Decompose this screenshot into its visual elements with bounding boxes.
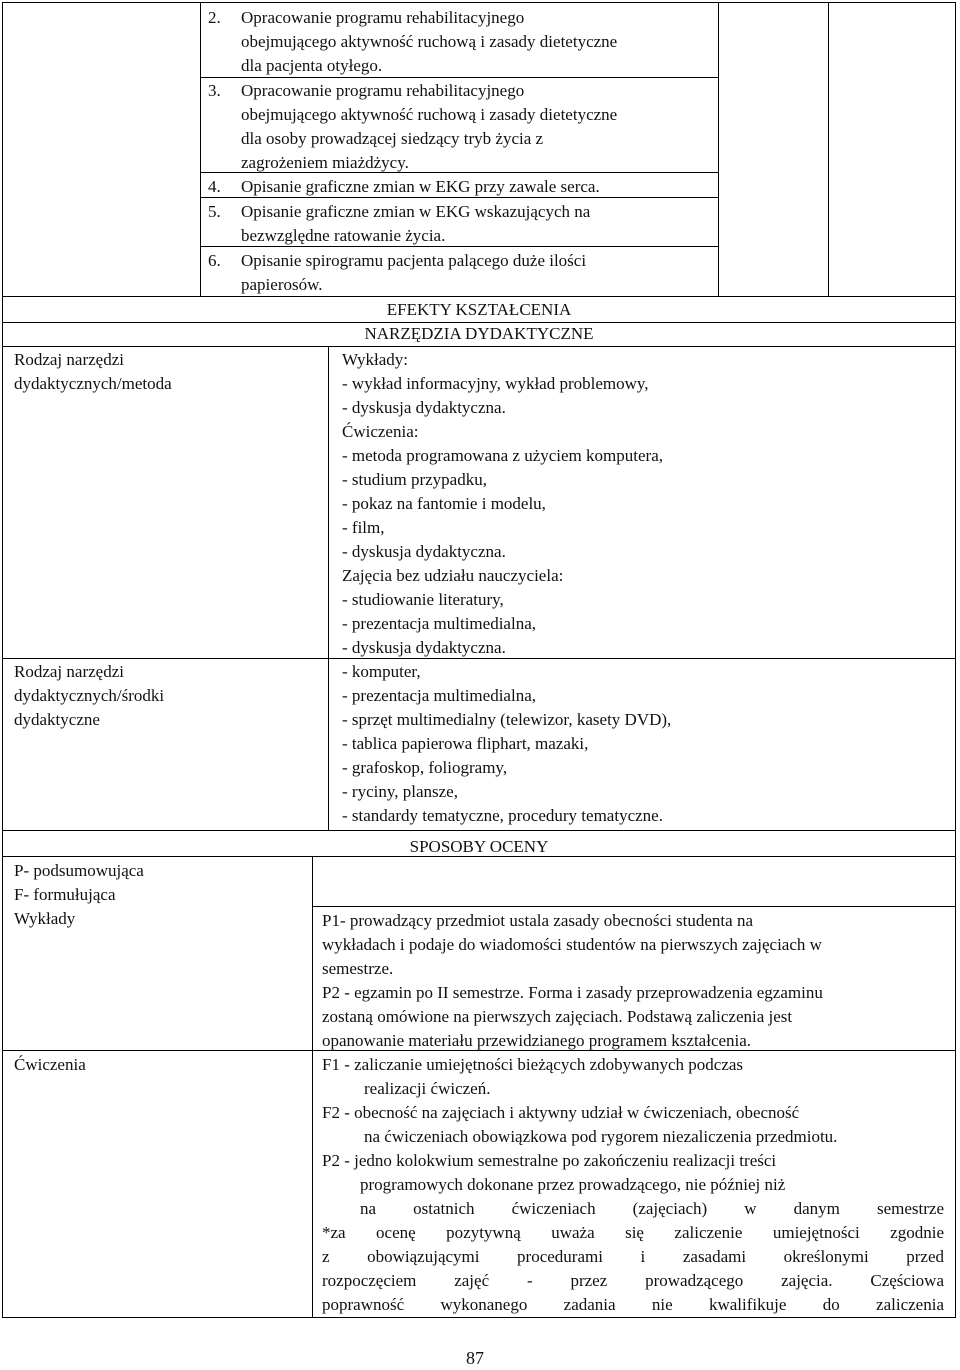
label-metoda: Rodzaj narzędzi dydaktycznych/metoda <box>14 350 172 393</box>
cwiczenia-heading: Ćwiczenia: <box>342 422 419 441</box>
wyklady-assessment: P1- prowadzący przedmiot ustala zasady obecności studenta na wykładach i podaje do wiadomości studentów na pierwszych zajęciach w semestrze. P2 - egzamin po II semestrze. Forma i zasady przeprowadzenia egzaminu zostaną omówione na pierwszych zajęciach. Podstawą zaliczenia jest opanowanie materiału przewidzianego programem kształcenia. <box>322 911 823 1050</box>
label-cwiczenia: Ćwiczenia <box>14 1055 86 1074</box>
content-metoda: Wykłady: - wykład informacyjny, wykład problemowy, - dyskusja dydaktyczna. Ćwiczenia: - metoda programowana z użyciem komputera, - studium przypadku, - pokaz na fantomie i modelu, - film, - dyskusja dydaktyczna. Zajęcia bez udziału nauczyciela: - studiowanie literatury, - prezentacja multimedialna, - dyskusja dydaktyczna. <box>342 348 942 660</box>
header-sposoby: SPOSOBY OCENY <box>409 837 549 856</box>
page-number: 87 <box>466 1348 484 1368</box>
header-narzedzia: NARZĘDZIA DYDAKTYCZNE <box>364 324 594 343</box>
label-wyklady: Wykłady <box>14 909 76 928</box>
label-srodki: Rodzaj narzędzi dydaktycznych/środki dydaktyczne <box>14 662 165 729</box>
legend-p: P- podsumowująca <box>14 861 144 880</box>
bez-udzialu-heading: Zajęcia bez udziału nauczyciela: <box>342 566 564 585</box>
cwiczenia-assessment: F1 - zaliczanie umiejętności bieżących zdobywanych podczas realizacji ćwiczeń. F2 - obecność na zajęciach i aktywny udział w ćwiczeniach, obecność na ćwiczeniach obowiązkowa pod rygorem niezaliczenia przedmiotu. P2 - jedno kolokwium semestralne po zakończeniu realizacji treści programowych dokonane przez prowadzącego, nie później niż na ostatnich ćwiczeniach (zajęciach) w danym semestrze *za ocenę pozytywną uważa się zaliczenie umiejętności zgodnie z obowiązującymi procedurami i zasadami określonymi przed rozpoczęciem zajęć - przez prowadzącego zajęcia. Częściowa poprawność wykonanego zadania nie kwalifikuje do zaliczenia <box>322 1055 944 1314</box>
header-efekty: EFEKTY KSZTAŁCENIA <box>386 300 572 319</box>
wyklady-heading: Wykłady: <box>342 350 409 369</box>
content-srodki: - komputer, - prezentacja multimedialna, - sprzęt multimedialny (telewizor, kasety DVD), - tablica papierowa fliphart, mazaki, - grafoskop, foliogramy, - ryciny, plansze, - standardy tematyczne, procedury tematyczne. <box>342 662 672 825</box>
legend-f: F- formułująca <box>14 885 116 904</box>
label-ocena <box>14 859 304 931</box>
